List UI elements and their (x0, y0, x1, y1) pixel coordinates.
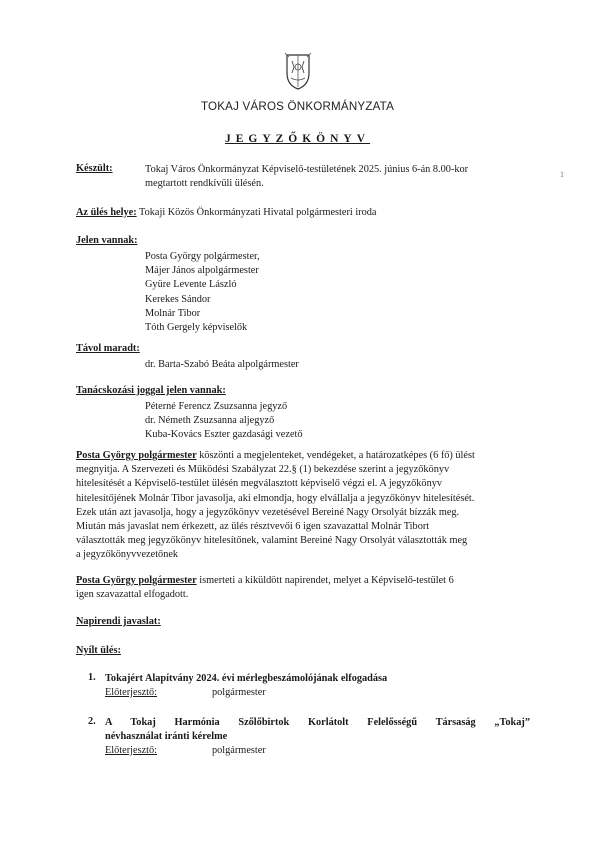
agenda-item-title: Tokajért Alapítvány 2024. évi mérlegbeszámolójának elfogadása (105, 673, 388, 684)
agenda-item-number: 2. (88, 716, 96, 727)
nyilt-label: Nyílt ülés: (76, 645, 121, 656)
list-item: dr. Németh Zsuzsanna aljegyző (145, 415, 275, 427)
tavol-label: Távol maradt: (76, 343, 140, 354)
speaker-name: Posta György polgármester (76, 450, 197, 461)
list-item: Kerekes Sándor (145, 293, 211, 305)
presenter-label: Előterjesztő: (105, 745, 158, 756)
list-item: Péterné Ferencz Zsuzsanna jegyző (145, 401, 288, 412)
speaker-name: Posta György polgármester (76, 575, 197, 586)
paragraph-line: ismerteti a kiküldött napirendet, melyet a Képviselő-testület 6 (196, 575, 454, 586)
tavol-name: dr. Barta-Szabó Beáta alpolgármester (145, 359, 299, 370)
presenter-value: polgármester (212, 745, 266, 756)
keszult-line-1: Tokaj Város Önkormányzat Képviselő-testületének 2025. június 6-án 8.00-kor (145, 164, 469, 175)
paragraph-line: hitelesítését a Képviselő-testület ülésén megválasztott képviselő végzi el. A jegyzőkönyv (76, 478, 443, 490)
presenter-label: Előterjesztő: (105, 687, 158, 698)
coat-of-arms-icon (283, 51, 313, 91)
keszult-label: Készült: (76, 163, 113, 174)
agenda-item-number: 1. (88, 672, 96, 683)
paragraph-line: Ezek után azt javasolja, hogy a jegyzőkönyv vezetésével Bereiné Nagy Orsolyát bízzák meg. (76, 506, 460, 518)
margin-mark: 1 (560, 170, 564, 179)
jelen-list (145, 250, 260, 335)
list-item: Tóth Gergely képviselők (145, 322, 248, 334)
opening-paragraph (76, 449, 550, 563)
agenda-item-title: A Tokaj Harmónia Szőlőbirtok Korlátolt Felelősségű Társaság „Tokaj” (105, 717, 530, 728)
jelen-label: Jelen vannak: (76, 235, 138, 246)
paragraph-line: a jegyzőkönyvvezetőnek (76, 549, 179, 561)
tanacs-list (145, 400, 303, 443)
paragraph-line: igen szavazattal elfogadott. (76, 589, 189, 601)
document-title: JEGYZŐKÖNYV (224, 133, 371, 145)
paragraph-line: választották meg jegyzőkönyv hitelesítőnek, valamint Bereiné Nagy Orsolyát választották meg (76, 535, 468, 547)
agenda-item-title-continued: névhasználat iránti kérelme (105, 731, 228, 742)
list-item: Kuba-Kovács Eszter gazdasági vezető (145, 429, 303, 441)
list-item: Posta György polgármester, (145, 251, 260, 262)
paragraph-line: megnyitja. A Szervezeti és Működési Szabályzat 22.§ (1) bekezdése szerint a jegyzőkönyv (76, 464, 450, 476)
organization-name: TOKAJ VÁROS ÖNKORMÁNYZATA (200, 100, 395, 113)
helye-label: Az ülés helye: (76, 207, 137, 218)
paragraph-line: hitelesítőjének Molnár Tibor javasolja, aki elmondja, hogy elvállalja a jegyzőkönyv hitelesítését. (76, 492, 475, 504)
list-item: Gyüre Levente László (145, 279, 237, 291)
list-item: Májer János alpolgármester (145, 265, 259, 277)
keszult-line-2: megtartott rendkívüli ülésén. (145, 178, 264, 189)
paragraph-line: Miután más javaslat nem érkezett, az ülés résztvevői 6 igen szavazattal Molnár Tibort (76, 521, 430, 533)
tanacs-label: Tanácskozási joggal jelen vannak: (76, 385, 226, 396)
list-item: Molnár Tibor (145, 307, 201, 319)
napirendi-label: Napirendi javaslat: (76, 616, 161, 627)
presenter-value: polgármester (212, 687, 266, 698)
paragraph-line: köszönti a megjelenteket, vendégeket, a határozatképes (6 fő) ülést (196, 450, 475, 461)
helye-text: Tokaji Közös Önkormányzati Hivatal polgármesteri iroda (139, 207, 377, 218)
agenda-paragraph (76, 574, 550, 602)
